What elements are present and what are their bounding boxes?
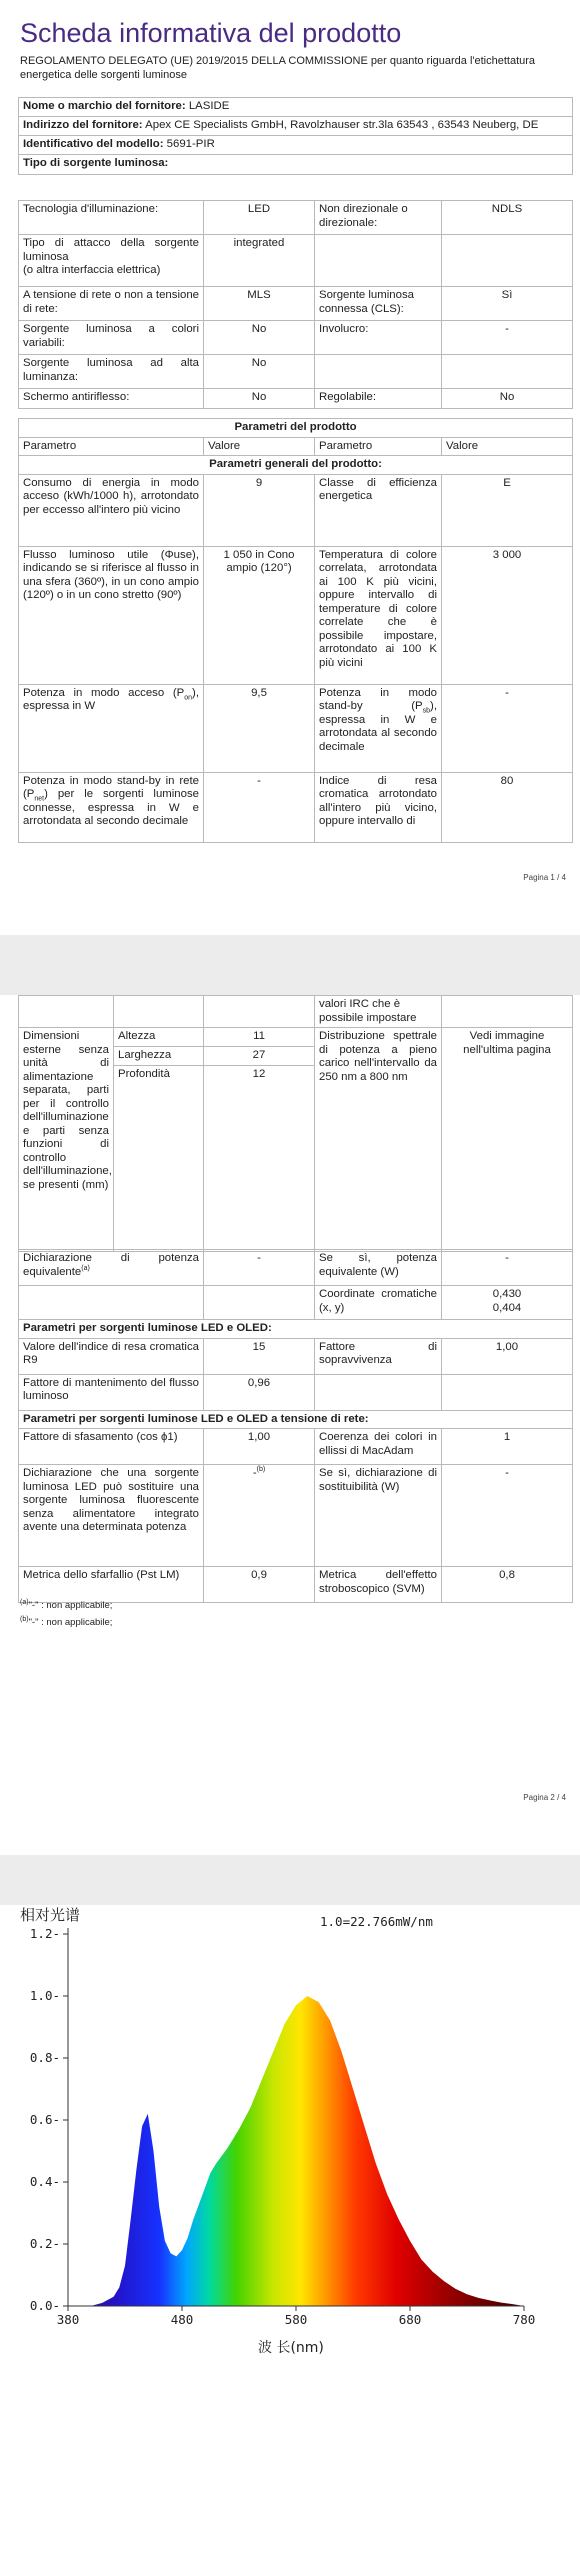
row-label: Sorgente luminosa ad alta luminanza:: [19, 355, 204, 389]
row-value-2: 3 000: [442, 546, 573, 684]
footnote-a: $^{(a)}$"-" : non applicabile;: [20, 1598, 113, 1611]
header-table: [18, 97, 573, 175]
col-header-param: Parametro: [19, 437, 204, 456]
y-tick-label: 0.4-: [29, 2174, 60, 2189]
cri-label-continued: valori IRC che è possibile impostare: [315, 996, 442, 1028]
product-params-heading: Parametri del prodotto: [19, 419, 573, 438]
height-label: Altezza: [114, 1028, 204, 1047]
x-tick-label: 780: [512, 2312, 536, 2327]
table-row: [19, 355, 573, 389]
flicker-value: 0,9: [204, 1567, 315, 1603]
col-header-value-2: Valore: [442, 437, 573, 456]
depth-value: 12: [204, 1066, 315, 1252]
row-label: Flusso luminoso utile (Φuse), indicando se si riferisce al flusso in una sfera (360º), in un cono ampio (120º) o in un cono stretto (90º): [19, 546, 204, 684]
networked-standby-label: Potenza in modo stand-by in rete $(P_{net})$ per le sorgenti luminose connesse, espressa in W e arrotondata al secondo decimale: [19, 772, 204, 842]
row-label: Consumo di energia in modo acceso (kWh/1000 h), arrotondato per eccesso all'intero più vicino: [19, 474, 204, 546]
on-mode-power-label: Potenza in modo acceso $(P_{on})$, espressa in W: [19, 684, 204, 772]
standby-power-label: Potenza in modo stand-by $(P_{sb})$, espressa in W e arrotondata al secondo decimale: [315, 684, 442, 772]
row-label: Tipo di attacco della sorgente luminosa (o altra interfaccia elettrica): [19, 235, 204, 287]
cri-label: Indice di resa cromatica arrotondato all'intero più vicino, oppure intervallo di: [315, 772, 442, 842]
supplier-name-row: Nome o marchio del fornitore: LASIDE: [19, 98, 573, 117]
cri-value: 80: [442, 772, 573, 842]
equiv-power-label: Se sì, potenza equivalente (W): [315, 1250, 442, 1286]
standby-power-value: -: [442, 684, 573, 772]
x-tick-label: 380: [56, 2312, 80, 2327]
led-oled-heading: Parametri per sorgenti luminose LED e OLED:: [19, 1320, 573, 1339]
r9-label: Valore dell'indice di resa cromatica R9: [19, 1338, 204, 1374]
equiv-power-claim-label: Dichiarazione di potenza equivalente$^{(a)}$: [19, 1250, 204, 1286]
row-label: Schermo antiriflesso:: [19, 389, 204, 409]
replace-claim-label: Dichiarazione che una sorgente luminosa LED può sostituire una sorgente luminosa fluorescente senza alimentatore integrato avente una determinata potenza: [19, 1465, 204, 1567]
row-label-2: Non direzionale o direzionale:: [315, 201, 442, 235]
replace-claim-value: -$^{(b)}$: [204, 1465, 315, 1567]
table-row: [19, 389, 573, 409]
source-type-table: [18, 200, 573, 409]
equiv-power-value: -: [442, 1250, 573, 1286]
page-separator: [0, 935, 580, 995]
footnote-b: $^{(b)}$"-" : non applicabile;: [20, 1615, 113, 1628]
table-row: [19, 321, 573, 355]
y-tick-label: 1.2-: [29, 1926, 60, 1941]
page-2: [0, 995, 580, 1855]
y-tick-label: 1.0-: [29, 1988, 60, 2003]
table-row: [19, 546, 573, 684]
row-value-2: -: [442, 321, 573, 355]
row-value-2: E: [442, 474, 573, 546]
row-label-2: Sorgente luminosa connessa (CLS):: [315, 287, 442, 321]
row-value: 1 050 in Cono ampio (120°): [204, 546, 315, 684]
row-value-2: [442, 355, 573, 389]
source-type-heading: Tipo di sorgente luminosa:: [19, 155, 573, 175]
row-label-2: [315, 355, 442, 389]
svm-label: Metrica dell'effetto stroboscopico (SVM): [315, 1567, 442, 1603]
spd-label: Distribuzione spettrale di potenza a pieno carico nell'intervallo da 250 nm a 800 nm: [315, 1028, 442, 1252]
svm-value: 0,8: [442, 1567, 573, 1603]
macadam-label: Coerenza dei colori in ellissi di MacAdam: [315, 1429, 442, 1465]
y-tick-label: 0.8-: [29, 2050, 60, 2065]
page-number: Pagina 2 / 4: [523, 1793, 566, 1802]
on-mode-power-value: 9,5: [204, 684, 315, 772]
col-header-value: Valore: [204, 437, 315, 456]
dimensions-label: Dimensioni esterne senza unità di alimentazione separata, parti per il controllo dell'illuminazione e parti senza funzioni di controllo dell'illuminazione, se presenti (mm): [19, 1028, 114, 1252]
page-separator: [0, 1855, 580, 1905]
r9-value: 15: [204, 1338, 315, 1374]
equiv-power-claim-value: -: [204, 1250, 315, 1286]
table-row: [19, 474, 573, 546]
x-tick-label: 480: [170, 2312, 194, 2327]
general-params-heading: Parametri generali del prodotto:: [19, 456, 573, 475]
macadam-value: 1: [442, 1429, 573, 1465]
model-row: Identificativo del modello: 5691-PIR: [19, 136, 573, 155]
spectrum-chart: [18, 1900, 538, 2360]
width-label: Larghezza: [114, 1047, 204, 1066]
row-label-2: Temperatura di colore correlata, arrotondata ai 100 K più vicini, oppure intervallo di temperature di colore correlate che è possibile impostare, arrotondato ai 100 K più vicini: [315, 546, 442, 684]
survival-label: Fattore di sopravvivenza: [315, 1338, 442, 1374]
lumen-maint-label: Fattore di mantenimento del flusso luminoso: [19, 1374, 204, 1410]
params-table-2: [18, 1249, 573, 1603]
dimensions-table: [18, 995, 573, 1252]
lumen-maint-value: 0,96: [204, 1374, 315, 1410]
chromaticity-label: Coordinate cromatiche (x, y): [315, 1286, 442, 1320]
table-row: [19, 201, 573, 235]
row-label: Tecnologia d'illuminazione:: [19, 201, 204, 235]
row-value-2: No: [442, 389, 573, 409]
y-tick-label: 0.6-: [29, 2112, 60, 2127]
supplier-address-row: Indirizzo del fornitore: Apex CE Specialists GmbH, Ravolzhauser str.3la 63543 , 63543 Neuberg, DE: [19, 117, 573, 136]
row-value-2: [442, 235, 573, 287]
survival-value: 1,00: [442, 1338, 573, 1374]
product-params-table: [18, 418, 573, 843]
row-value: No: [204, 355, 315, 389]
table-row: [19, 287, 573, 321]
networked-standby-value: -: [204, 772, 315, 842]
row-value: No: [204, 389, 315, 409]
x-tick-label: 680: [398, 2312, 422, 2327]
row-label: A tensione di rete o non a tensione di rete:: [19, 287, 204, 321]
row-label-2: [315, 235, 442, 287]
mains-heading: Parametri per sorgenti luminose LED e OLED a tensione di rete:: [19, 1410, 573, 1429]
page-1: [0, 0, 580, 935]
depth-label: Profondità: [114, 1066, 204, 1252]
spectrum-area: [68, 1996, 524, 2306]
regulation-text: REGOLAMENTO DELEGATO (UE) 2019/2015 DELLA COMMISSIONE per quanto riguarda l'etichettatura energetica delle sorgenti luminose: [20, 55, 536, 81]
row-value-2: Sì: [442, 287, 573, 321]
x-axis-label: 波 长(nm): [258, 2340, 324, 2356]
chart-title: 相对光谱: [20, 1906, 81, 1924]
width-value: 27: [204, 1047, 315, 1066]
row-value: LED: [204, 201, 315, 235]
row-label-2: Involucro:: [315, 321, 442, 355]
displacement-value: 1,00: [204, 1429, 315, 1465]
footnotes: [20, 1597, 112, 1631]
y-tick-label: 0.0-: [29, 2298, 60, 2313]
replace-power-value: -: [442, 1465, 573, 1567]
replace-power-label: Se sì, dichiarazione di sostituibilità (W): [315, 1465, 442, 1567]
row-value: 9: [204, 474, 315, 546]
row-value: No: [204, 321, 315, 355]
row-label-2: Regolabile:: [315, 389, 442, 409]
flicker-label: Metrica dello sfarfallio (Pst LM): [19, 1567, 204, 1603]
plot-area: [30, 1926, 535, 2327]
page-title: Scheda informativa del prodotto: [20, 18, 402, 48]
row-value-2: NDLS: [442, 201, 573, 235]
row-value: integrated: [204, 235, 315, 287]
chromaticity-value: 0,430 0,404: [442, 1286, 573, 1320]
row-label: Sorgente luminosa a colori variabili:: [19, 321, 204, 355]
y-tick-label: 0.2-: [29, 2236, 60, 2251]
x-tick-label: 580: [284, 2312, 308, 2327]
row-value: MLS: [204, 287, 315, 321]
col-header-param-2: Parametro: [315, 437, 442, 456]
spd-value: Vedi immagine nell'ultima pagina: [442, 1028, 573, 1252]
height-value: 11: [204, 1028, 315, 1047]
row-label-2: Classe di efficienza energetica: [315, 474, 442, 546]
page-number: Pagina 1 / 4: [523, 873, 566, 882]
chart-scale-note: 1.0=22.766mW/nm: [320, 1914, 433, 1929]
displacement-label: Fattore di sfasamento (cos ϕ1): [19, 1429, 204, 1465]
table-row: [19, 235, 573, 287]
